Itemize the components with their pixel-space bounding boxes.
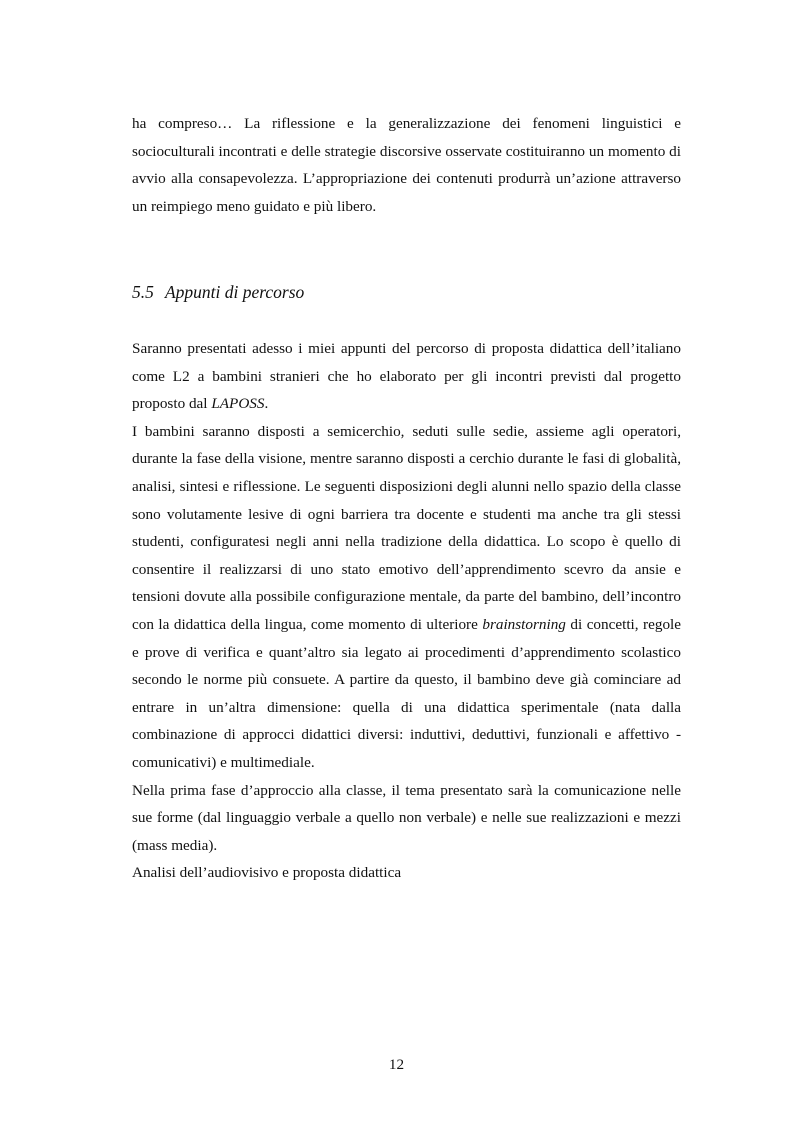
section-heading (132, 280, 304, 304)
paragraph-1-end: . (264, 395, 269, 413)
paragraph-1-text: Saranno presentati adesso i miei appunti del percorso di proposta didattica dell’italiano come L2 a bambini stranieri che ho elaborato per gli incontri previsti dal progetto proposto dal (132, 340, 681, 413)
paragraph-4: Analisi dell’audiovisivo e proposta didattica (132, 864, 402, 882)
brainstorning-emphasis: brainstorning (482, 615, 566, 633)
paragraph-2 (132, 418, 681, 777)
paragraph-2-end: di concetti, regole e prove di verifica e quant’altro sia legato ai procedimenti d’apprendimento scolastico secondo le norme più consuete. A partire da questo, il bambino deve già cominciare ad entrare in un’altra dimensione: quella di una didattica sperimentale (nata dalla combinazione di approcci didattici diversi: induttivi, deduttivi, funzionali e affettivo - comunicativi) e multimediale. (132, 615, 681, 771)
paragraph-1 (132, 335, 681, 418)
paragraph-3: Nella prima fase d’approccio alla classe, il tema presentato sarà la comunicazione nelle sue forme (dal linguaggio verbale a quello non verbale) e nelle sue realizzazioni e mezzi (mass media). (132, 781, 681, 854)
laposs-emphasis: LAPOSS (211, 395, 265, 413)
page-number: 12 (388, 1056, 405, 1073)
section-title: Appunti di percorso (164, 282, 305, 302)
paragraph-2-text: I bambini saranno disposti a semicerchio, seduti sulle sedie, assieme agli operatori, durante la fase della visione, mentre saranno disposti a cerchio durante le fasi di globalità, analisi, sintesi e riflessione. Le seguenti disposizioni degli alunni nello spazio della classe sono volutamente lesive di ogni barriera tra docente e studenti ma anche tra gli stessi studenti, configuratesi negli anni nella tradizione della didattica. Lo scopo è quello di consentire il realizzarsi di uno stato emotivo dell’apprendimento scevro da ansie e tensioni dovute alla possibile configurazione mentale, da parte del bambino, dell’incontro con la didattica della lingua, come momento di ulteriore (132, 422, 681, 633)
intro-paragraph: ha compreso… La riflessione e la generalizzazione dei fenomeni linguistici e socioculturali incontrati e delle strategie discorsive osservate costituiranno un momento di avvio alla consapevolezza. L’appropriazione dei contenuti produrrà un’azione attraverso un reimpiego meno guidato e più libero. (132, 115, 681, 215)
section-number: 5.5 (132, 282, 154, 302)
section-body (132, 335, 681, 887)
